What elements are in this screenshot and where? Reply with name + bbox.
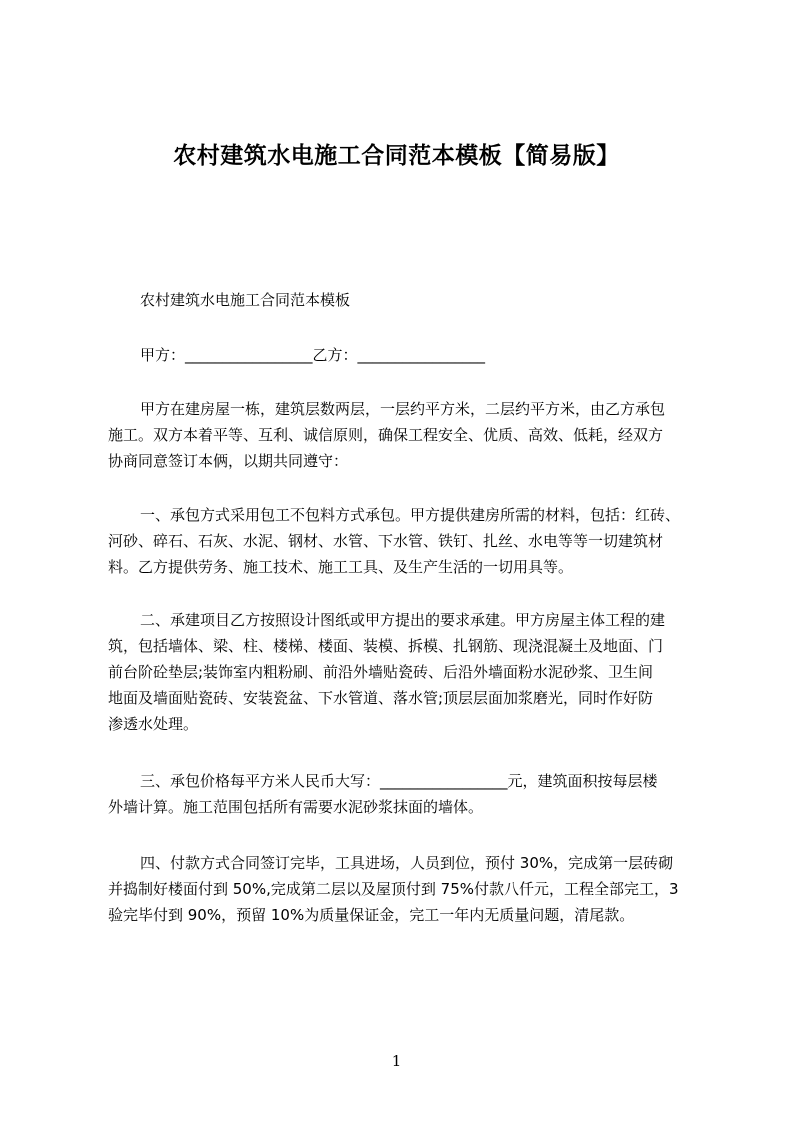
clause-2-line: 前台阶砼垫层;装饰室内粗粉刷、前沿外墙贴瓷砖、后沿外墙面粉水泥砂浆、卫生间: [108, 663, 654, 681]
clause-3-paragraph: [108, 768, 700, 820]
clause-2-line: 筑，包括墙体、梁、柱、楼梯、楼面、装模、拆模、扎钢筋、现浇混凝土及地面、门: [108, 637, 664, 655]
clause-4-paragraph: [108, 850, 700, 928]
intro-paragraph: [108, 396, 700, 474]
clause-2-line: 二、承建项目乙方按照设计图纸或甲方提出的要求承建。甲方房屋主体工程的建: [140, 611, 666, 629]
intro-line: 甲方在建房屋一栋，建筑层数两层，一层约平方米，二层约平方米，由乙方承包: [140, 400, 666, 418]
clause-2-line: 地面及墙面贴瓷砖、安装瓷盆、下水管道、落水管;顶层层面加浆磨光，同时作好防: [108, 689, 654, 707]
clause-2-paragraph: [108, 607, 700, 737]
clause-4-line: 验完毕付到 90%，预留 10%为质量保证金，完工一年内无质量问题，清尾款。: [108, 906, 635, 924]
document-subtitle: [108, 287, 732, 313]
parties-line: [108, 342, 732, 368]
clause-3-line: 外墙计算。施工范围包括所有需要水泥砂浆抹面的墙体。: [108, 798, 484, 816]
clause-4-line: 并捣制好楼面付到 50%,完成第二层以及屋顶付到 75%付款八仟元，工程全部完工，3: [108, 880, 679, 898]
document-title: 农村建筑水电施工合同范本模板【简易版】: [173, 143, 620, 169]
clause-4-line: 四、付款方式合同签订完毕，工具进场，人员到位，预付 30%，完成第一层砖砌: [140, 854, 674, 872]
parties-text: 甲方：_________________乙方：_________________: [140, 346, 486, 364]
clause-1-paragraph: [108, 502, 700, 580]
clause-2-line: 渗透水处理。: [108, 715, 199, 733]
clause-1-line: 一、承包方式采用包工不包料方式承包。甲方提供建房所需的材料，包括：红砖、: [140, 506, 681, 524]
clause-3-line: 三、承包价格每平方米人民币大写：_________________元，建筑面积按每层楼: [140, 772, 658, 790]
page-number: 1: [391, 1052, 402, 1070]
intro-line: 施工。双方本着平等、互利、诚信原则，确保工程安全、优质、高效、低耗，经双方: [108, 426, 664, 444]
clause-1-line: 河砂、碎石、石灰、水泥、钢材、水管、下水管、铁钉、扎丝、水电等等一切建筑材: [108, 532, 664, 550]
intro-line: 协商同意签订本俩，以期共同遵守：: [108, 452, 349, 470]
clause-1-line: 料。乙方提供劳务、施工技术、施工工具、及生产生活的一切用具等。: [108, 558, 574, 576]
subtitle-line: 农村建筑水电施工合同范本模板: [140, 291, 351, 309]
